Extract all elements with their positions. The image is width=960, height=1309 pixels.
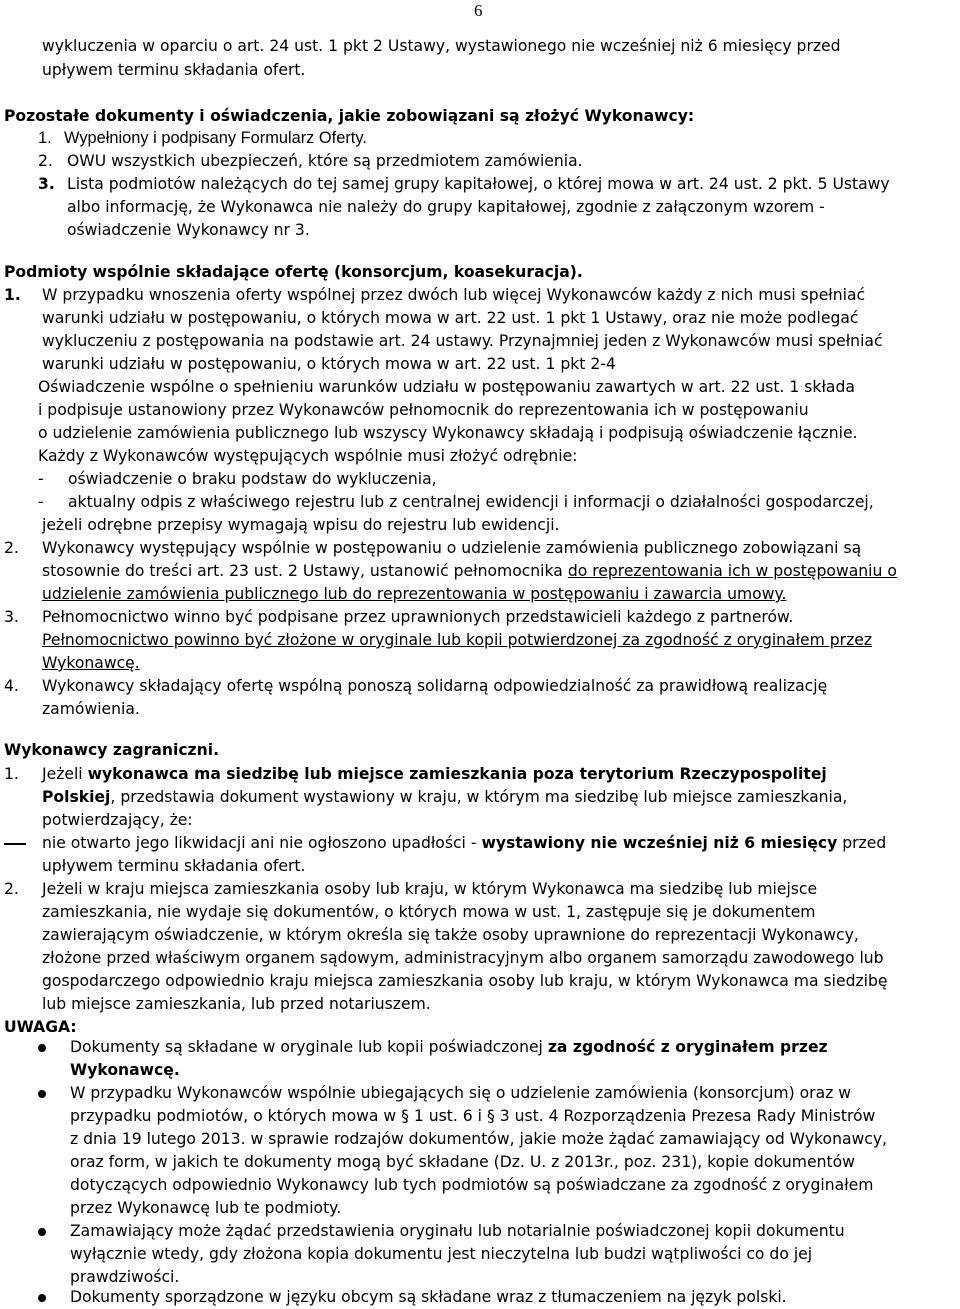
paragraph-line (42, 561, 897, 581)
paragraph-line: gospodarczego odpowiednio kraju miejsca zamieszkania osoby lub kraju, w którym Wykonawca ma siedzibę (42, 972, 888, 990)
underlined-text: Wykonawcę. (42, 654, 140, 672)
bold-text: za zgodność z oryginałem przez (547, 1038, 828, 1056)
paragraph-line: przez Wykonawcę lub te podmioty. (70, 1199, 342, 1217)
paragraph-line: złożone przed właściwym organem sądowym, administracyjnym albo organem samorządu zawodowego lub (42, 949, 884, 967)
list-item: jeżeli odrębne przepisy wymagają wpisu do rejestru lub ewidencji. (42, 516, 560, 534)
paragraph-line: Jeżeli w kraju miejsca zamieszkania osoby lub kraju, w którym Wykonawca ma siedzibę lub miejsce (42, 880, 818, 898)
underlined-text: Pełnomocnictwo powinno być złożone w oryginale lub kopii potwierdzonej za zgodność z oryginałem przez (42, 631, 873, 649)
list-number: 1. (4, 286, 21, 304)
text-run: , przedstawia dokument wystawiony w kraju, w którym ma siedzibę lub miejsce zamieszkania, (110, 788, 848, 806)
underlined-text: do reprezentowania ich w postępowaniu o (567, 562, 897, 580)
list-item: Lista podmiotów należących do tej samej grupy kapitałowej, o której mowa w art. 24 ust. 2 pkt. 5 Ustawy (67, 175, 890, 193)
paragraph-line: upływem terminu składania ofert. (42, 857, 306, 875)
list-item: OWU wszystkich ubezpieczeń, które są przedmiotem zamówienia. (67, 152, 583, 170)
paragraph-line (42, 764, 827, 784)
bullet-icon (38, 1294, 46, 1302)
paragraph-line: z dnia 19 lutego 2013. w sprawie rodzajów dokumentów, jakie może żądać zamawiający od Wykonawcy, (70, 1130, 888, 1148)
list-item: oświadczenie Wykonawcy nr 3. (67, 221, 310, 239)
paragraph-line: upływem terminu składania ofert. (42, 61, 306, 79)
paragraph-line: prawdziwości. (70, 1268, 180, 1286)
paragraph-line: zamieszkania, nie wydaje się dokumentów, o których mowa w ust. 1, zastępuje się je dokumentem (42, 903, 816, 921)
list-item: Wypełniony i podpisany Formularz Oferty. (64, 129, 367, 147)
paragraph-line: zawierającym oświadczenie, w którym określa się także osoby uprawnione do reprezentacji Wykonawcy, (42, 926, 859, 944)
bold-text: wystawiony nie wcześniej niż 6 miesięcy (481, 834, 838, 852)
paragraph-line: przypadku podmiotów, o których mowa w § 1 ust. 6 i § 3 ust. 4 Rozporządzenia Prezesa Rady Ministrów (70, 1107, 876, 1125)
list-item: albo informację, że Wykonawca nie należy do grupy kapitałowej, zgodnie z załączonym wzorem - (67, 198, 825, 216)
paragraph-line: W przypadku Wykonawców wspólnie ubiegających się o udzielenie zamówienia (konsorcjum) oraz w (70, 1084, 852, 1102)
list-number: 2. (4, 539, 19, 557)
bold-text: Wykonawcę. (70, 1061, 180, 1079)
paragraph-line: Zamawiający może żądać przedstawienia oryginału lub notarialnie poświadczonej kopii dokumentu (70, 1222, 845, 1240)
list-number: 1. (4, 765, 19, 783)
paragraph-line: warunki udziału w postępowaniu, o których mowa w art. 22 ust. 1 pkt 1 Ustawy, oraz nie może podlegać (42, 309, 859, 327)
list-number: 1. (38, 129, 52, 147)
list-number: 4. (4, 677, 19, 695)
paragraph-line: wyłącznie wtedy, gdy złożona kopia dokumentu jest nieczytelna lub budzi wątpliwości co do jej (70, 1245, 813, 1263)
dash-marker: - (38, 493, 44, 511)
bold-text: Polskiej (42, 788, 111, 806)
text-run: nie otwarto jego likwidacji ani nie ogłoszono upadłości - (42, 834, 477, 852)
page-number: 6 (474, 1, 483, 20)
bullet-icon (38, 1044, 46, 1052)
paragraph-line: potwierdzający, że: (42, 811, 193, 829)
bullet-icon (38, 1228, 46, 1236)
list-item: oświadczenie o braku podstaw do wykluczenia, (68, 470, 437, 488)
paragraph-line: zamówienia. (42, 700, 140, 718)
bullet-icon (38, 1090, 46, 1098)
paragraph-line: wykluczenia w oparciu o art. 24 ust. 1 pkt 2 Ustawy, wystawionego nie wcześniej niż 6 miesięcy przed (42, 37, 841, 55)
dash-marker (4, 843, 26, 845)
paragraph-line: Wykonawcy występujący wspólnie w postępowaniu o udzielenie zamówienia publicznego zobowiązani są (42, 539, 862, 557)
paragraph-line: i podpisuje ustanowiony przez Wykonawców pełnomocnik do reprezentowania ich w postępowaniu (38, 401, 809, 419)
paragraph-line (42, 787, 847, 807)
paragraph-line: W przypadku wnoszenia oferty wspólnej przez dwóch lub więcej Wykonawców każdy z nich musi spełniać (42, 286, 866, 304)
paragraph-line: Oświadczenie wspólne o spełnieniu warunków udziału w postępowaniu zawartych w art. 22 ust. 1 składa (38, 378, 855, 396)
section-heading: Wykonawcy zagraniczni. (4, 741, 220, 759)
paragraph-line: Wykonawcy składający ofertę wspólną ponoszą solidarną odpowiedzialność za prawidłową realizację (42, 677, 828, 695)
section-heading: Pozostałe dokumenty i oświadczenia, jakie zobowiązani są złożyć Wykonawcy: (4, 107, 695, 125)
text-run: przed (842, 834, 887, 852)
list-item: aktualny odpis z właściwego rejestru lub z centralnej ewidencji i informacji o działalności gospodarczej, (68, 493, 874, 511)
underlined-text: udzielenie zamówienia publicznego lub do reprezentowania w postępowaniu i zawarcia umowy. (42, 585, 787, 603)
bold-text: wykonawca ma siedzibę lub miejsce zamieszkania poza terytorium Rzeczypospolitej (87, 765, 827, 783)
paragraph-line: Dokumenty sporządzone w języku obcym są składane wraz z tłumaczeniem na język polski. (70, 1288, 787, 1306)
paragraph-line: wykluczeniu z postępowania na podstawie art. 24 ustawy. Przynajmniej jeden z Wykonawców musi spełniać (42, 332, 883, 350)
paragraph-line: Pełnomocnictwo winno być podpisane przez uprawnionych przedstawicieli każdego z partnerów. (42, 608, 794, 626)
paragraph-line: Każdy z Wykonawców występujących wspólnie musi złożyć odrębnie: (38, 447, 578, 465)
list-number: 3. (4, 608, 19, 626)
paragraph-line: o udzielenie zamówienia publicznego lub wszyscy Wykonawcy składają i podpisują oświadczenie łącznie. (38, 424, 858, 442)
paragraph-line: oraz form, w jakich te dokumenty mogą być składane (Dz. U. z 2013r., poz. 231), kopie dokumentów (70, 1153, 855, 1171)
dash-marker: - (38, 470, 44, 488)
paragraph-line: lub miejsce zamieszkania, lub przed notariuszem. (42, 995, 431, 1013)
paragraph-line: warunki udziału w postępowaniu, o których mowa w art. 22 ust. 1 pkt 2-4 (42, 355, 616, 373)
section-heading: Podmioty wspólnie składające ofertę (konsorcjum, koasekuracja). (4, 263, 583, 281)
list-number: 2. (4, 880, 19, 898)
text-run: stosownie do treści art. 23 ust. 2 Ustawy, ustanowić pełnomocnika (42, 562, 563, 580)
paragraph-line (42, 833, 886, 853)
section-heading: UWAGA: (4, 1018, 77, 1036)
list-number: 2. (38, 152, 53, 170)
paragraph-line (70, 1037, 828, 1057)
text-run: Dokumenty są składane w oryginale lub kopii poświadczonej (70, 1038, 543, 1056)
paragraph-line: dotyczących odpowiednio Wykonawcy lub tych podmiotów są poświadczane za zgodność z oryginałem (70, 1176, 874, 1194)
list-number: 3. (38, 175, 55, 193)
text-run: Jeżeli (42, 765, 83, 783)
